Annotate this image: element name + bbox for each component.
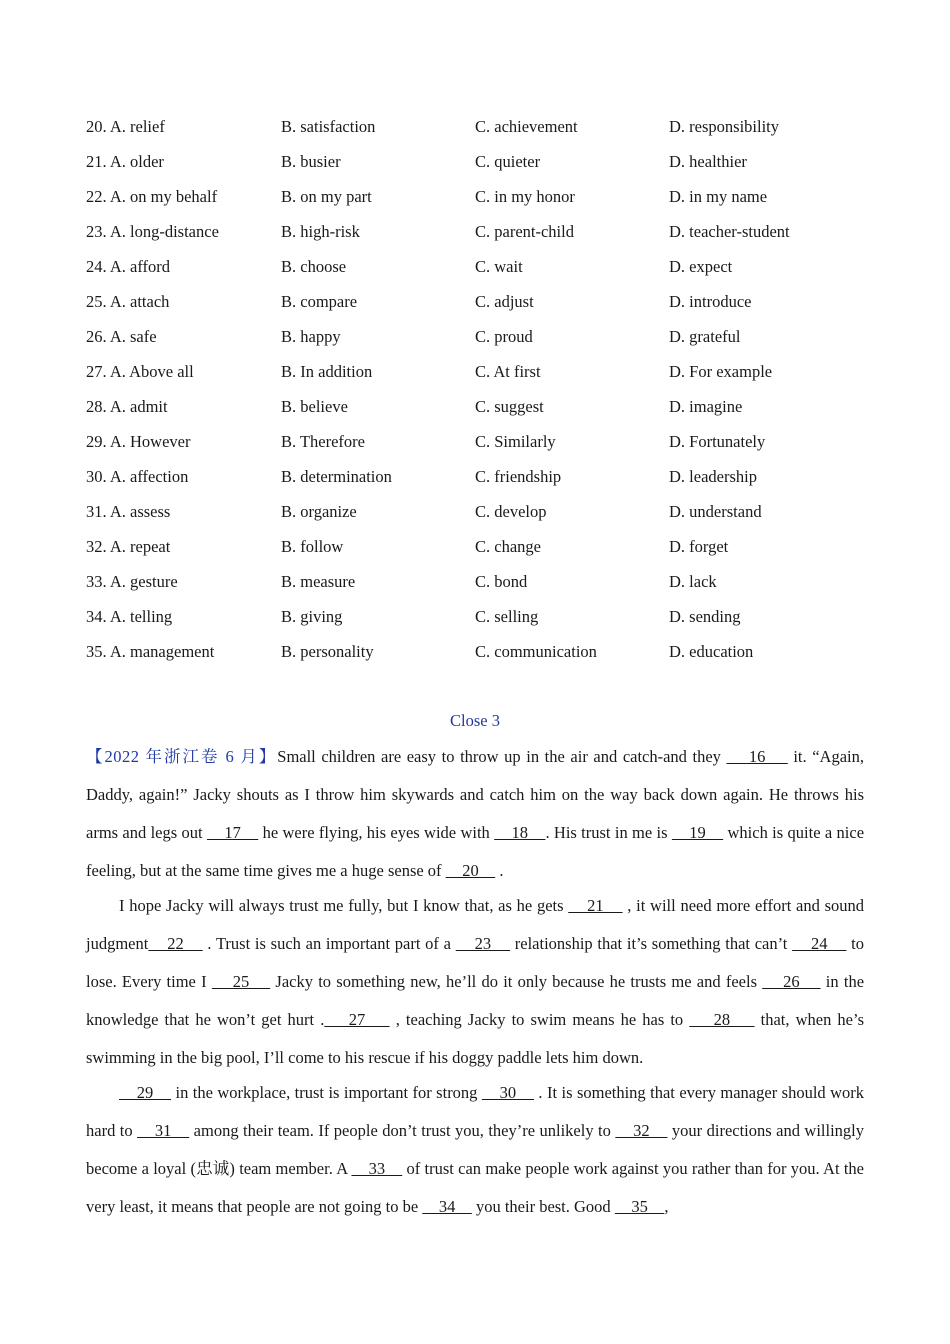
option-a: 28. A. admit	[86, 397, 168, 416]
option-a: 29. A. However	[86, 432, 191, 451]
option-d: D. imagine	[669, 397, 743, 416]
option-c: C. friendship	[475, 467, 562, 486]
blank-30[interactable]: 30	[481, 1083, 534, 1102]
cloze-passage	[86, 738, 864, 1226]
option-a: 24. A. afford	[86, 257, 171, 276]
option-a: 27. A. Above all	[86, 362, 194, 381]
option-row	[86, 215, 876, 250]
paragraph-3: 29 in the workplace, trust is important for strong 30 . It is something that every manager should work hard to 31 among their team. If people don’t trust you, they’re unlikely to 32 your directions and willingly become a loyal (忠诚) team member. A 33 of trust can make people work against you rather than for you. At the very least, it means that people are not going to be 34 you their best. Good 35 ,	[86, 1083, 865, 1216]
option-d: D. teacher-student	[669, 222, 790, 241]
option-a: 33. A. gesture	[86, 572, 178, 591]
option-row	[86, 460, 876, 495]
blank-35[interactable]: 35	[614, 1197, 665, 1216]
blank-18[interactable]: 18	[494, 823, 546, 842]
option-row	[86, 355, 876, 390]
option-b: B. giving	[281, 607, 343, 626]
option-a: 32. A. repeat	[86, 537, 171, 556]
option-d: D. sending	[669, 607, 741, 626]
option-a: 26. A. safe	[86, 327, 157, 346]
option-c: C. wait	[475, 257, 523, 276]
option-b: B. believe	[281, 397, 348, 416]
question-number: 27.	[86, 362, 107, 381]
option-row	[86, 565, 876, 600]
option-b: B. busier	[281, 152, 341, 171]
option-row	[86, 635, 876, 670]
blank-26[interactable]: 26	[762, 972, 821, 991]
paragraph-1: 【2022 年浙江卷 6 月】Small children are easy to throw up in the air and catch-and they 16 it. “Again, Daddy, again!” Jacky shouts as I throw him skywards and catch him on the way back down again. He throws his arms and legs out 17 he were flying, his eyes wide with 18 . His trust in me is 19 which is quite a nice feeling, but at the same time gives me a huge sense of 20 .	[86, 747, 865, 880]
option-c: C. selling	[475, 607, 539, 626]
paragraph-2: I hope Jacky will always trust me fully, but I know that, as he gets 21 , it will need more effort and sound judgment 22 . Trust is such an important part of a 23 relationship that it’s something that can’t 24 to lose. Every time I 25 Jacky to something new, he’ll do it only because he trusts me and feels 26 in the knowledge that he won’t get hurt . 27 , teaching Jacky to swim means he has to 28 that, when he’s swimming in the big pool, I’ll come to his rescue if his doggy paddle lets him down.	[86, 896, 865, 1067]
option-c: C. change	[475, 537, 541, 556]
option-row	[86, 110, 876, 145]
option-b: B. determination	[281, 467, 392, 486]
option-b: B. on my part	[281, 187, 372, 206]
option-c: C. bond	[475, 572, 528, 591]
option-row	[86, 495, 876, 530]
section-title: Close 3	[450, 711, 500, 730]
option-c: C. suggest	[475, 397, 544, 416]
question-number: 26.	[86, 327, 107, 346]
option-c: C. parent-child	[475, 222, 574, 241]
blank-29[interactable]: 29	[119, 1083, 172, 1102]
option-c: C. At first	[475, 362, 541, 381]
blank-31[interactable]: 31	[137, 1121, 190, 1140]
option-c: C. quieter	[475, 152, 541, 171]
option-d: D. For example	[669, 362, 773, 381]
blank-17[interactable]: 17	[206, 823, 259, 842]
option-b: B. personality	[281, 642, 374, 661]
option-d: D. Fortunately	[669, 432, 766, 451]
blank-33[interactable]: 33	[351, 1159, 403, 1178]
question-number: 31.	[86, 502, 107, 521]
option-d: D. introduce	[669, 292, 752, 311]
blank-32[interactable]: 32	[615, 1121, 668, 1140]
option-a: 21. A. older	[86, 152, 164, 171]
blank-24[interactable]: 24	[792, 934, 847, 953]
option-d: D. forget	[669, 537, 729, 556]
blank-28[interactable]: 28	[689, 1010, 755, 1029]
option-b: B. satisfaction	[281, 117, 376, 136]
option-b: B. In addition	[281, 362, 373, 381]
option-d: D. leadership	[669, 467, 757, 486]
option-row	[86, 250, 876, 285]
question-number: 23.	[86, 222, 107, 241]
option-d: D. understand	[669, 502, 762, 521]
option-row	[86, 320, 876, 355]
options-table	[86, 110, 876, 670]
option-a: 31. A. assess	[86, 502, 171, 521]
blank-16[interactable]: 16	[726, 747, 788, 766]
option-b: B. high-risk	[281, 222, 360, 241]
question-number: 35.	[86, 642, 107, 661]
option-b: B. measure	[281, 572, 356, 591]
option-d: D. lack	[669, 572, 717, 591]
option-d: D. responsibility	[669, 117, 779, 136]
option-d: D. in my name	[669, 187, 768, 206]
option-a: 23. A. long-distance	[86, 222, 219, 241]
option-d: D. grateful	[669, 327, 741, 346]
option-a: 25. A. attach	[86, 292, 170, 311]
option-row	[86, 145, 876, 180]
option-d: D. expect	[669, 257, 733, 276]
option-b: B. Therefore	[281, 432, 365, 451]
blank-25[interactable]: 25	[211, 972, 271, 991]
blank-21[interactable]: 21	[568, 896, 623, 915]
option-c: C. develop	[475, 502, 547, 521]
question-number: 29.	[86, 432, 107, 451]
blank-19[interactable]: 19	[671, 823, 724, 842]
option-c: C. communication	[475, 642, 597, 661]
blank-23[interactable]: 23	[455, 934, 511, 953]
blank-22[interactable]: 22	[148, 934, 203, 953]
option-c: C. adjust	[475, 292, 534, 311]
blank-34[interactable]: 34	[422, 1197, 472, 1216]
option-a: 22. A. on my behalf	[86, 187, 218, 206]
blank-20[interactable]: 20	[445, 861, 496, 880]
option-a: 30. A. affection	[86, 467, 189, 486]
option-row	[86, 180, 876, 215]
question-number: 25.	[86, 292, 107, 311]
option-d: D. education	[669, 642, 754, 661]
option-c: C. Similarly	[475, 432, 556, 451]
option-row	[86, 425, 876, 460]
option-b: B. follow	[281, 537, 344, 556]
option-d: D. healthier	[669, 152, 747, 171]
question-number: 30.	[86, 467, 107, 486]
option-b: B. happy	[281, 327, 341, 346]
option-a: 35. A. management	[86, 642, 215, 661]
option-a: 20. A. relief	[86, 117, 165, 136]
blank-27[interactable]: 27	[324, 1010, 390, 1029]
option-row	[86, 390, 876, 425]
option-c: C. in my honor	[475, 187, 575, 206]
option-a: 34. A. telling	[86, 607, 173, 626]
exam-source-tag: 【2022 年浙江卷 6 月】	[86, 747, 278, 766]
question-number: 22.	[86, 187, 107, 206]
option-row	[86, 285, 876, 320]
option-b: B. organize	[281, 502, 357, 521]
question-number: 32.	[86, 537, 107, 556]
question-number: 21.	[86, 152, 107, 171]
option-b: B. choose	[281, 257, 347, 276]
question-number: 24.	[86, 257, 107, 276]
option-c: C. proud	[475, 327, 533, 346]
question-number: 20.	[86, 117, 107, 136]
option-b: B. compare	[281, 292, 358, 311]
question-number: 34.	[86, 607, 107, 626]
question-number: 28.	[86, 397, 107, 416]
option-row	[86, 530, 876, 565]
option-row	[86, 600, 876, 635]
option-c: C. achievement	[475, 117, 578, 136]
question-number: 33.	[86, 572, 107, 591]
